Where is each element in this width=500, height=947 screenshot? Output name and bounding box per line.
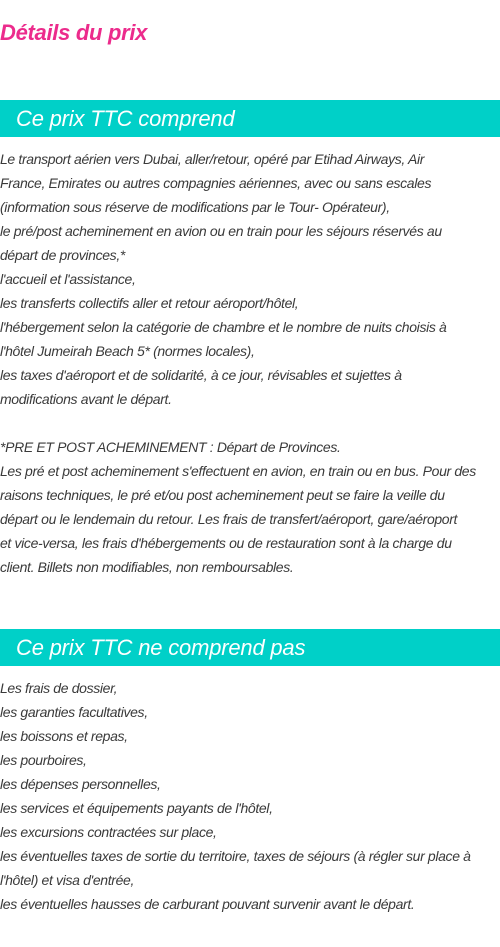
- excluded-line: les boissons et repas,: [0, 728, 128, 744]
- included-line: l'hébergement selon la catégorie de chambre et le nombre de nuits choisis à: [0, 319, 447, 335]
- excluded-line: les éventuelles taxes de sortie du territoire, taxes de séjours (à régler sur place à: [0, 848, 471, 864]
- included-line: modifications avant le départ.: [0, 391, 172, 407]
- excluded-line: les garanties facultatives,: [0, 704, 148, 720]
- included-line: l'accueil et l'assistance,: [0, 271, 136, 287]
- excluded-line: les pourboires,: [0, 752, 87, 768]
- excluded-line: les éventuelles hausses de carburant pouvant survenir avant le départ.: [0, 896, 415, 912]
- included-note-line: raisons techniques, le pré et/ou post acheminement peut se faire la veille du: [0, 487, 445, 503]
- included-line: Le transport aérien vers Dubai, aller/retour, opéré par Etihad Airways, Air: [0, 151, 425, 167]
- included-line: le pré/post acheminement en avion ou en train pour les séjours réservés au: [0, 223, 442, 239]
- included-line: départ de provinces,*: [0, 247, 125, 263]
- included-section-body: [0, 147, 500, 579]
- included-note-line: *PRE ET POST ACHEMINEMENT : Départ de Provinces.: [0, 439, 341, 455]
- paragraph-spacer: [0, 411, 500, 435]
- included-note-line: et vice-versa, les frais d'hébergements ou de restauration sont à la charge du: [0, 535, 452, 551]
- included-line: (information sous réserve de modifications par le Tour- Opérateur),: [0, 199, 390, 215]
- excluded-line: les services et équipements payants de l'hôtel,: [0, 800, 273, 816]
- included-line: France, Emirates ou autres compagnies aériennes, avec ou sans escales: [0, 175, 432, 191]
- excluded-line: l'hôtel) et visa d'entrée,: [0, 872, 134, 888]
- included-line: l'hôtel Jumeirah Beach 5* (normes locales),: [0, 343, 255, 359]
- excluded-line: les dépenses personnelles,: [0, 776, 161, 792]
- included-note-line: Les pré et post acheminement s'effectuent en avion, en train ou en bus. Pour des: [0, 463, 476, 479]
- included-note-line: départ ou le lendemain du retour. Les frais de transfert/aéroport, gare/aéroport: [0, 511, 458, 527]
- excluded-line: les excursions contractées sur place,: [0, 824, 217, 840]
- excluded-line: Les frais de dossier,: [0, 680, 118, 696]
- excluded-section-body: [0, 676, 500, 916]
- included-section-heading: Ce prix TTC comprend: [0, 100, 500, 137]
- included-line: les taxes d'aéroport et de solidarité, à ce jour, révisables et sujettes à: [0, 367, 402, 383]
- included-note-line: client. Billets non modifiables, non remboursables.: [0, 559, 294, 575]
- page-title: Détails du prix: [0, 20, 148, 45]
- included-line: les transferts collectifs aller et retour aéroport/hôtel,: [0, 295, 299, 311]
- excluded-section-heading: Ce prix TTC ne comprend pas: [0, 629, 500, 666]
